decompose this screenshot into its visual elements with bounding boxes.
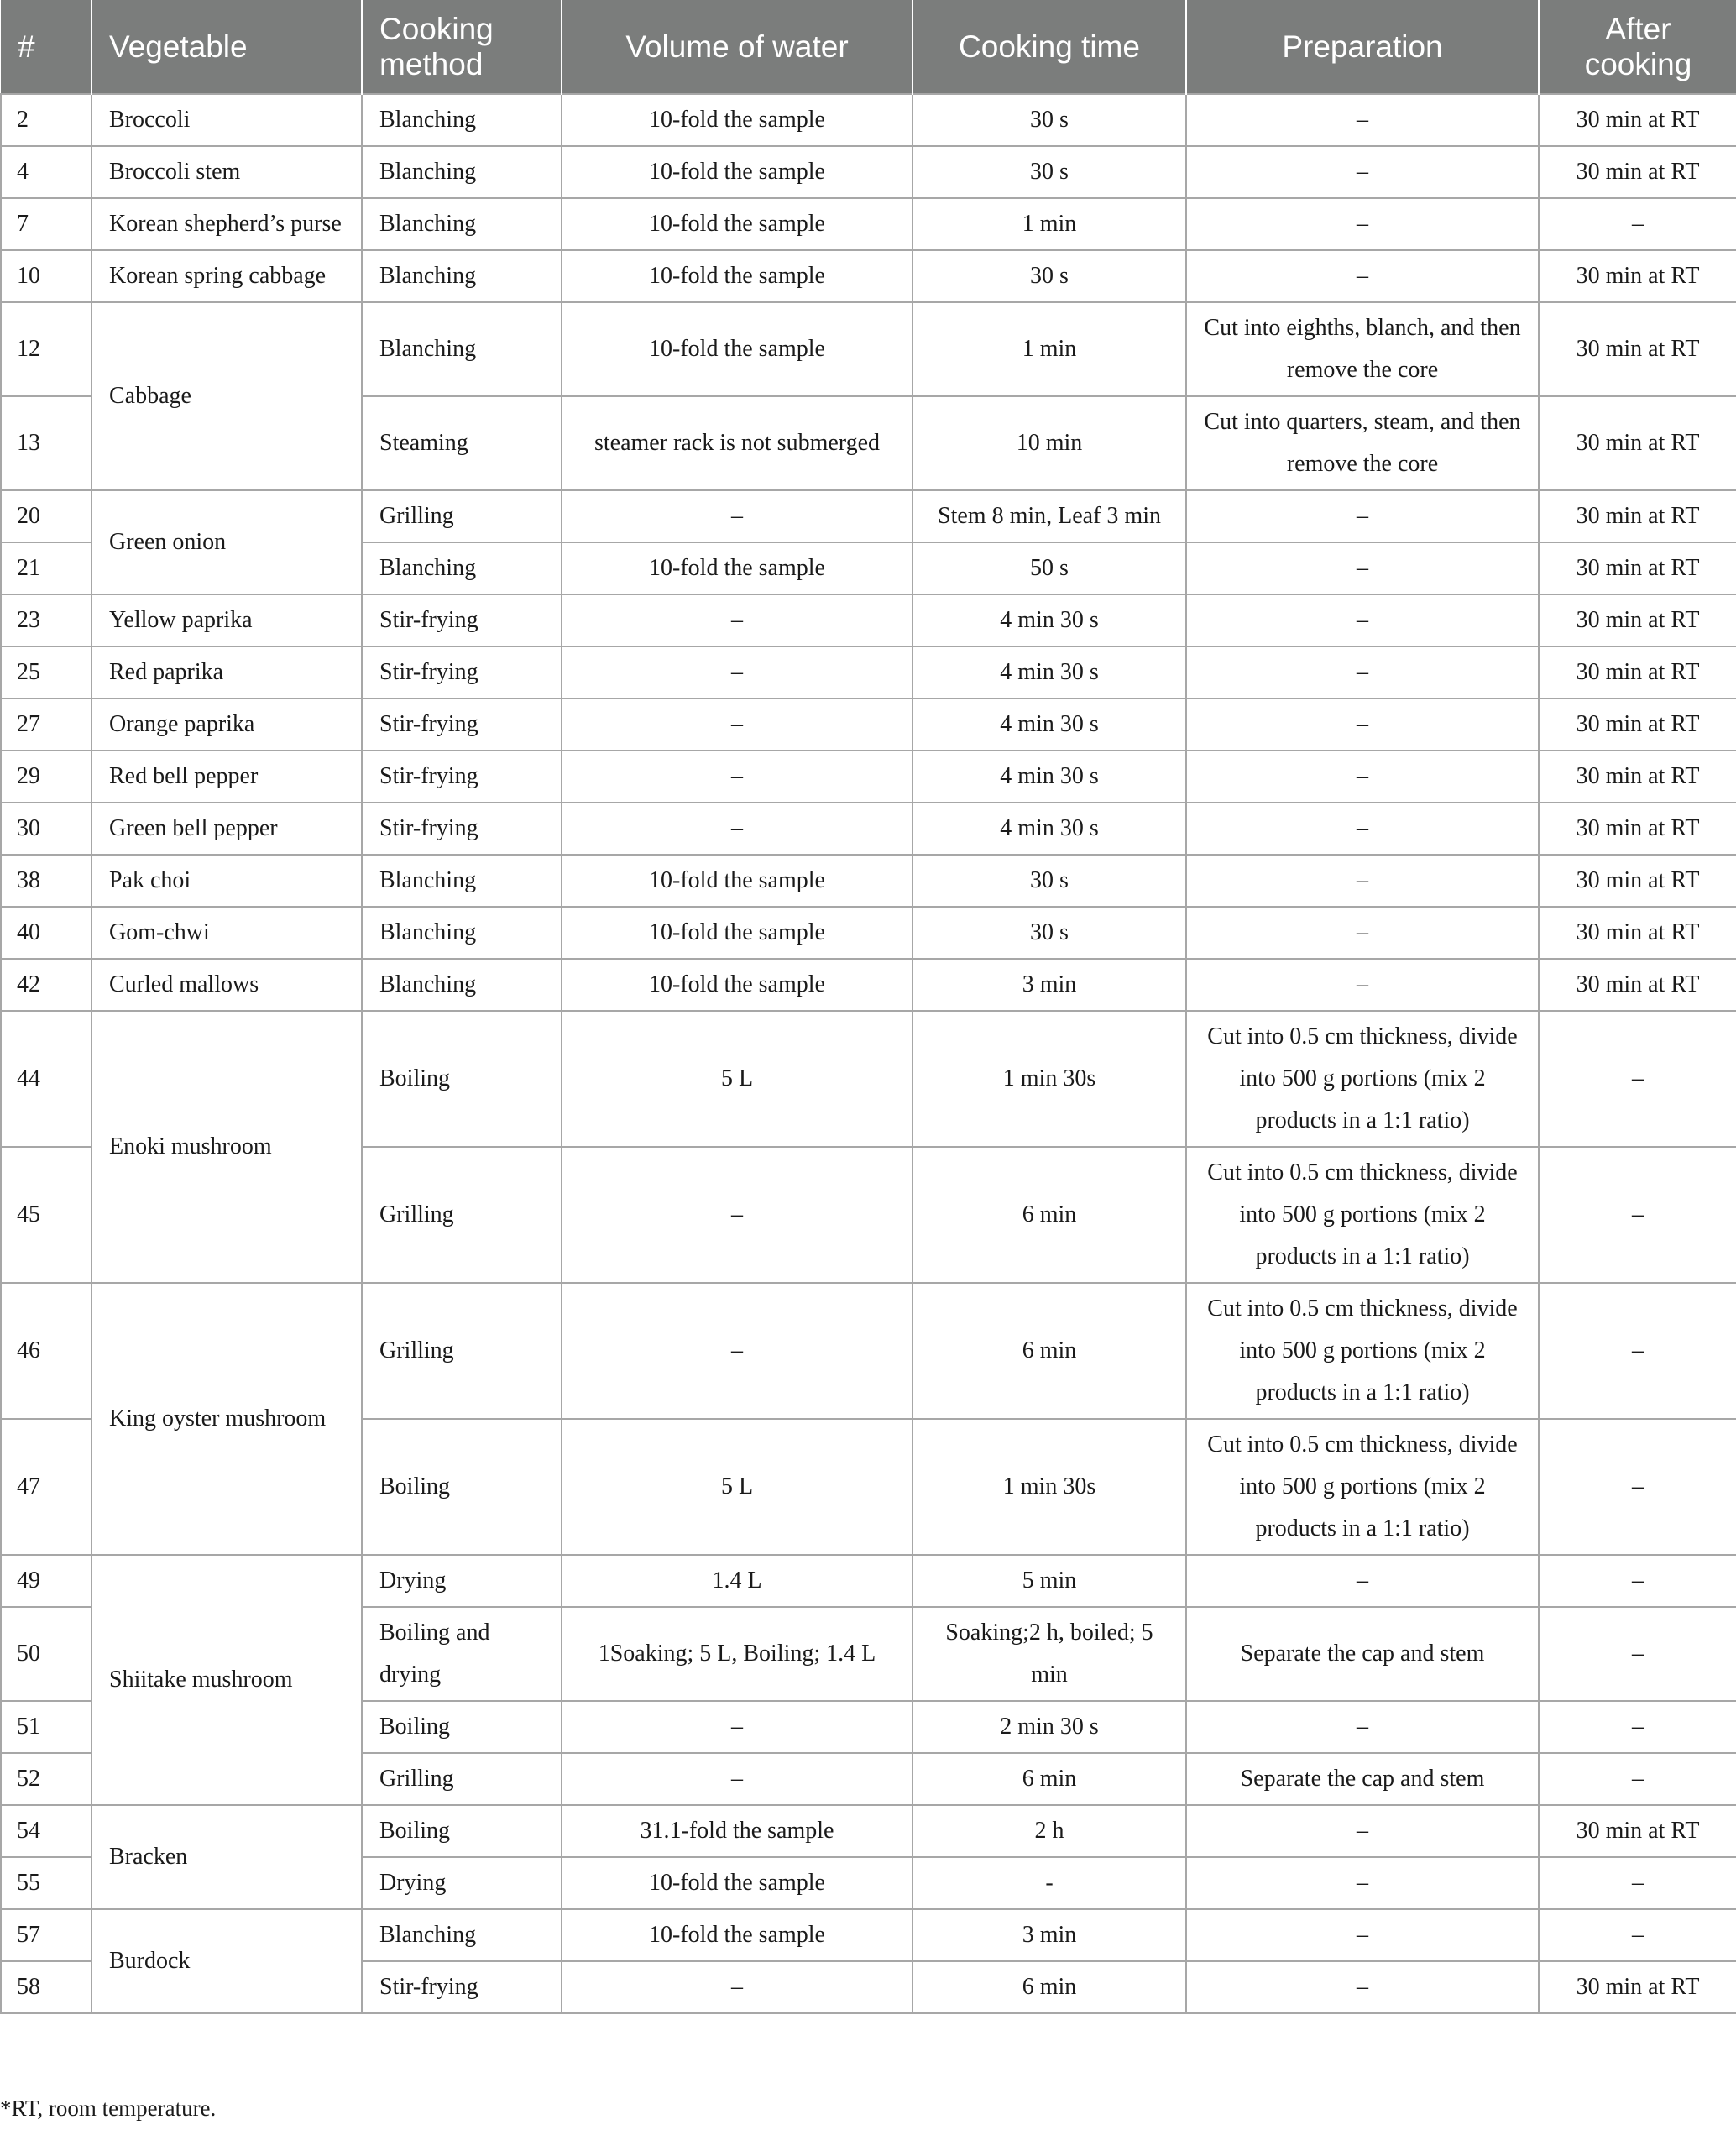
table-row [1, 1555, 1736, 1607]
water-cell: 5 L [562, 1011, 912, 1147]
num-cell: 38 [1, 855, 92, 907]
after-cell: – [1539, 1147, 1736, 1283]
time-cell: 30 s [912, 94, 1186, 146]
water-cell: 10-fold the sample [562, 1909, 912, 1961]
vegetable-cell: Enoki mushroom [92, 1011, 362, 1283]
time-cell: 6 min [912, 1147, 1186, 1283]
after-cell: – [1539, 1909, 1736, 1961]
water-cell: 31.1-fold the sample [562, 1805, 912, 1857]
num-cell: 44 [1, 1011, 92, 1147]
method-cell: Blanching [362, 94, 562, 146]
prep-cell: – [1186, 1909, 1539, 1961]
method-cell: Stir-frying [362, 699, 562, 751]
vegetable-cell: Green bell pepper [92, 803, 362, 855]
time-cell: 4 min 30 s [912, 699, 1186, 751]
vegetable-cell: Gom-chwi [92, 907, 362, 959]
num-cell: 30 [1, 803, 92, 855]
table-row [1, 699, 1736, 751]
time-cell: 4 min 30 s [912, 646, 1186, 699]
vegetable-cell: Cabbage [92, 302, 362, 490]
header-cell-time: Cooking time [912, 0, 1186, 94]
table-row [1, 1011, 1736, 1147]
prep-cell: – [1186, 646, 1539, 699]
num-cell: 23 [1, 594, 92, 646]
water-cell: steamer rack is not submerged [562, 396, 912, 490]
water-cell: 10-fold the sample [562, 907, 912, 959]
header-cell-vegetable: Vegetable [92, 0, 362, 94]
vegetable-cell: Red paprika [92, 646, 362, 699]
header-cell-method: Cooking method [362, 0, 562, 94]
time-cell: 4 min 30 s [912, 594, 1186, 646]
method-cell: Stir-frying [362, 1961, 562, 2013]
water-cell: – [562, 1147, 912, 1283]
prep-cell: Cut into 0.5 cm thickness, divide into 500 g portions (mix 2 products in a 1:1 ratio) [1186, 1011, 1539, 1147]
time-cell: 6 min [912, 1961, 1186, 2013]
water-cell: 10-fold the sample [562, 198, 912, 250]
table-row [1, 959, 1736, 1011]
prep-cell: – [1186, 94, 1539, 146]
water-cell: 1Soaking; 5 L, Boiling; 1.4 L [562, 1607, 912, 1701]
method-cell: Blanching [362, 198, 562, 250]
num-cell: 52 [1, 1753, 92, 1805]
prep-cell: – [1186, 594, 1539, 646]
prep-cell: – [1186, 1555, 1539, 1607]
time-cell: 4 min 30 s [912, 803, 1186, 855]
water-cell: – [562, 1701, 912, 1753]
after-cell: – [1539, 1419, 1736, 1555]
water-cell: – [562, 1753, 912, 1805]
table-row [1, 1805, 1736, 1857]
header-cell-prep: Preparation [1186, 0, 1539, 94]
vegetable-cell: Curled mallows [92, 959, 362, 1011]
table-row [1, 1283, 1736, 1419]
time-cell: 1 min 30s [912, 1011, 1186, 1147]
method-cell: Stir-frying [362, 803, 562, 855]
num-cell: 20 [1, 490, 92, 542]
method-cell: Blanching [362, 907, 562, 959]
num-cell: 25 [1, 646, 92, 699]
after-cell: 30 min at RT [1539, 94, 1736, 146]
time-cell: 10 min [912, 396, 1186, 490]
num-cell: 46 [1, 1283, 92, 1419]
after-cell: 30 min at RT [1539, 855, 1736, 907]
num-cell: 54 [1, 1805, 92, 1857]
time-cell: 30 s [912, 907, 1186, 959]
method-cell: Grilling [362, 1147, 562, 1283]
table-body [1, 94, 1736, 2013]
method-cell: Boiling [362, 1419, 562, 1555]
prep-cell: – [1186, 198, 1539, 250]
prep-cell: – [1186, 250, 1539, 302]
prep-cell: Separate the cap and stem [1186, 1607, 1539, 1701]
table-row [1, 94, 1736, 146]
method-cell: Boiling [362, 1011, 562, 1147]
table-row [1, 1909, 1736, 1961]
table-row [1, 250, 1736, 302]
water-cell: 5 L [562, 1419, 912, 1555]
table-row [1, 490, 1736, 542]
header-row [1, 0, 1736, 94]
vegetable-cell: Green onion [92, 490, 362, 594]
after-cell: 30 min at RT [1539, 542, 1736, 594]
water-cell: – [562, 1961, 912, 2013]
prep-cell: Cut into 0.5 cm thickness, divide into 500 g portions (mix 2 products in a 1:1 ratio) [1186, 1147, 1539, 1283]
header-cell-water: Volume of water [562, 0, 912, 94]
method-cell: Blanching [362, 959, 562, 1011]
vegetable-cell: Broccoli [92, 94, 362, 146]
header-cell-after: After cooking [1539, 0, 1736, 94]
num-cell: 57 [1, 1909, 92, 1961]
footnote: *RT, room temperature. [0, 2096, 217, 2121]
table-row [1, 803, 1736, 855]
num-cell: 55 [1, 1857, 92, 1909]
after-cell: 30 min at RT [1539, 302, 1736, 396]
num-cell: 40 [1, 907, 92, 959]
num-cell: 12 [1, 302, 92, 396]
prep-cell: – [1186, 146, 1539, 198]
time-cell: 3 min [912, 1909, 1186, 1961]
table-row [1, 646, 1736, 699]
after-cell: 30 min at RT [1539, 396, 1736, 490]
num-cell: 21 [1, 542, 92, 594]
num-cell: 45 [1, 1147, 92, 1283]
time-cell: 50 s [912, 542, 1186, 594]
method-cell: Grilling [362, 490, 562, 542]
prep-cell: Cut into 0.5 cm thickness, divide into 500 g portions (mix 2 products in a 1:1 ratio) [1186, 1283, 1539, 1419]
header-cell-num: # [1, 0, 92, 94]
vegetable-cell: Korean spring cabbage [92, 250, 362, 302]
water-cell: – [562, 594, 912, 646]
water-cell: 10-fold the sample [562, 855, 912, 907]
water-cell: 10-fold the sample [562, 959, 912, 1011]
time-cell: 6 min [912, 1753, 1186, 1805]
method-cell: Stir-frying [362, 594, 562, 646]
after-cell: 30 min at RT [1539, 699, 1736, 751]
prep-cell: Separate the cap and stem [1186, 1753, 1539, 1805]
after-cell: 30 min at RT [1539, 803, 1736, 855]
after-cell: 30 min at RT [1539, 490, 1736, 542]
prep-cell: – [1186, 699, 1539, 751]
time-cell: Stem 8 min, Leaf 3 min [912, 490, 1186, 542]
table-row [1, 198, 1736, 250]
method-cell: Boiling [362, 1805, 562, 1857]
method-cell: Steaming [362, 396, 562, 490]
num-cell: 29 [1, 751, 92, 803]
water-cell: – [562, 1283, 912, 1419]
after-cell: 30 min at RT [1539, 751, 1736, 803]
water-cell: – [562, 751, 912, 803]
after-cell: 30 min at RT [1539, 959, 1736, 1011]
num-cell: 27 [1, 699, 92, 751]
after-cell: 30 min at RT [1539, 146, 1736, 198]
water-cell: – [562, 803, 912, 855]
time-cell: 2 min 30 s [912, 1701, 1186, 1753]
after-cell: – [1539, 1753, 1736, 1805]
prep-cell: Cut into quarters, steam, and then remove the core [1186, 396, 1539, 490]
vegetable-cell: Pak choi [92, 855, 362, 907]
table-row [1, 907, 1736, 959]
method-cell: Boiling and drying [362, 1607, 562, 1701]
time-cell: 5 min [912, 1555, 1186, 1607]
after-cell: – [1539, 1283, 1736, 1419]
time-cell: 30 s [912, 855, 1186, 907]
after-cell: 30 min at RT [1539, 250, 1736, 302]
num-cell: 47 [1, 1419, 92, 1555]
method-cell: Blanching [362, 146, 562, 198]
method-cell: Blanching [362, 1909, 562, 1961]
num-cell: 2 [1, 94, 92, 146]
vegetable-cell: Burdock [92, 1909, 362, 2013]
prep-cell: – [1186, 855, 1539, 907]
prep-cell: – [1186, 803, 1539, 855]
after-cell: 30 min at RT [1539, 1805, 1736, 1857]
prep-cell: – [1186, 1961, 1539, 2013]
time-cell: 1 min [912, 198, 1186, 250]
vegetable-cell: Shiitake mushroom [92, 1555, 362, 1805]
after-cell: – [1539, 1701, 1736, 1753]
water-cell: 10-fold the sample [562, 146, 912, 198]
prep-cell: – [1186, 490, 1539, 542]
after-cell: – [1539, 198, 1736, 250]
time-cell: 1 min [912, 302, 1186, 396]
time-cell: 3 min [912, 959, 1186, 1011]
num-cell: 42 [1, 959, 92, 1011]
table-row [1, 855, 1736, 907]
vegetable-cell: Yellow paprika [92, 594, 362, 646]
water-cell: 1.4 L [562, 1555, 912, 1607]
vegetable-cell: Broccoli stem [92, 146, 362, 198]
method-cell: Boiling [362, 1701, 562, 1753]
num-cell: 4 [1, 146, 92, 198]
time-cell: 30 s [912, 250, 1186, 302]
prep-cell: Cut into 0.5 cm thickness, divide into 500 g portions (mix 2 products in a 1:1 ratio) [1186, 1419, 1539, 1555]
table-row [1, 146, 1736, 198]
time-cell: 4 min 30 s [912, 751, 1186, 803]
water-cell: – [562, 646, 912, 699]
after-cell: – [1539, 1011, 1736, 1147]
after-cell: – [1539, 1857, 1736, 1909]
method-cell: Grilling [362, 1283, 562, 1419]
vegetable-cell: Bracken [92, 1805, 362, 1909]
prep-cell: – [1186, 1701, 1539, 1753]
prep-cell: – [1186, 542, 1539, 594]
vegetable-cell: Korean shepherd’s purse [92, 198, 362, 250]
method-cell: Drying [362, 1555, 562, 1607]
method-cell: Drying [362, 1857, 562, 1909]
table-row [1, 302, 1736, 396]
time-cell: 30 s [912, 146, 1186, 198]
prep-cell: – [1186, 1805, 1539, 1857]
prep-cell: Cut into eighths, blanch, and then remove the core [1186, 302, 1539, 396]
after-cell: – [1539, 1607, 1736, 1701]
water-cell: 10-fold the sample [562, 1857, 912, 1909]
method-cell: Grilling [362, 1753, 562, 1805]
water-cell: 10-fold the sample [562, 302, 912, 396]
after-cell: – [1539, 1555, 1736, 1607]
time-cell: - [912, 1857, 1186, 1909]
time-cell: 2 h [912, 1805, 1186, 1857]
water-cell: – [562, 490, 912, 542]
water-cell: – [562, 699, 912, 751]
num-cell: 7 [1, 198, 92, 250]
after-cell: 30 min at RT [1539, 907, 1736, 959]
vegetable-cell: Orange paprika [92, 699, 362, 751]
method-cell: Blanching [362, 302, 562, 396]
time-cell: Soaking;2 h, boiled; 5 min [912, 1607, 1186, 1701]
after-cell: 30 min at RT [1539, 594, 1736, 646]
water-cell: 10-fold the sample [562, 94, 912, 146]
time-cell: 6 min [912, 1283, 1186, 1419]
method-cell: Blanching [362, 542, 562, 594]
water-cell: 10-fold the sample [562, 542, 912, 594]
num-cell: 51 [1, 1701, 92, 1753]
after-cell: 30 min at RT [1539, 646, 1736, 699]
num-cell: 58 [1, 1961, 92, 2013]
prep-cell: – [1186, 751, 1539, 803]
method-cell: Blanching [362, 250, 562, 302]
vegetable-cell: King oyster mushroom [92, 1283, 362, 1555]
prep-cell: – [1186, 907, 1539, 959]
num-cell: 10 [1, 250, 92, 302]
method-cell: Stir-frying [362, 751, 562, 803]
table-row [1, 751, 1736, 803]
num-cell: 13 [1, 396, 92, 490]
vegetable-cell: Red bell pepper [92, 751, 362, 803]
after-cell: 30 min at RT [1539, 1961, 1736, 2013]
prep-cell: – [1186, 1857, 1539, 1909]
method-cell: Stir-frying [362, 646, 562, 699]
table-row [1, 594, 1736, 646]
water-cell: 10-fold the sample [562, 250, 912, 302]
num-cell: 50 [1, 1607, 92, 1701]
num-cell: 49 [1, 1555, 92, 1607]
method-cell: Blanching [362, 855, 562, 907]
prep-cell: – [1186, 959, 1539, 1011]
time-cell: 1 min 30s [912, 1419, 1186, 1555]
